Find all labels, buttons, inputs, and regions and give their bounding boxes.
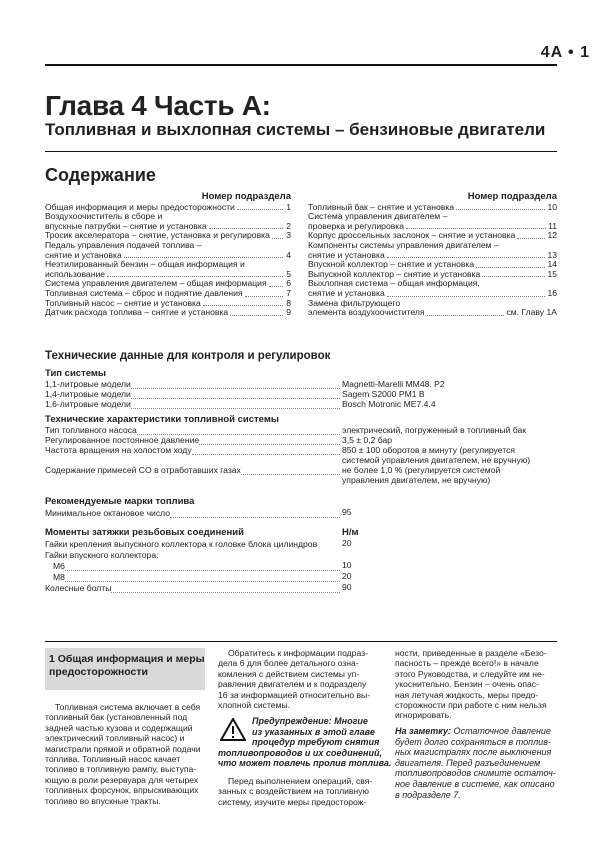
toc-right-header: Номер подраздела (467, 191, 557, 202)
toc-right-line: Выхлопная система – общая информация, (308, 278, 480, 289)
toc-left-line: Воздухоочиститель в сборе и (45, 211, 163, 222)
torque-row (45, 571, 557, 582)
col3-line: укоснительно. Бензин – очень опас- (395, 679, 539, 690)
torque-row (45, 560, 557, 571)
page-number: 4A • 1 (540, 44, 590, 61)
toc-right-leader (476, 266, 545, 268)
fuel-spec-row (45, 425, 557, 435)
top-rule (45, 64, 557, 66)
system-type-row (45, 399, 557, 409)
toc-left-leader (237, 208, 283, 210)
toc-left-leader (269, 285, 283, 287)
warning-line: процедур требуют снятия (252, 737, 380, 748)
toc-left-number: 9 (286, 307, 291, 318)
note-line: будет долго сохраняться в топлив- (395, 736, 551, 747)
col1-line: ющую в роли резервуара для четырех (45, 774, 199, 785)
toc-right-title: проверка и регулировка (308, 220, 405, 231)
fuel-spec-row-label: Тип топливного насоса (45, 425, 137, 435)
toc-right-row (308, 308, 557, 318)
system-type-row-value: Sagem S2000 PM1 B (342, 389, 425, 399)
fuel-spec-row-value: 850 ± 100 оборотов в минуту (регулируется (342, 445, 516, 455)
col3-line: пасность – прежде всего!» в начале (395, 658, 539, 669)
toc-left-title: снятие и установка (45, 249, 122, 260)
torque-heading-row (45, 528, 557, 538)
fuel-spec-row-label: Регулированное постоянное давление (45, 435, 200, 445)
toc-right-title: Топливный бак – снятие и установка (308, 201, 455, 212)
toc-left-number: 8 (286, 297, 291, 308)
fuel-spec-row-label: Содержание примесей CO в отработавших газах (45, 465, 241, 475)
toc-left-number: 6 (286, 278, 291, 289)
system-type-row-value: Bosch Motronic ME7.4.4 (342, 399, 436, 409)
fuel-spec-row-value: электрический, погруженный в топливный бак (342, 425, 527, 435)
toc-right-line: Система управления двигателем – (308, 211, 448, 222)
col1-line: Топливная система включает в себя (55, 702, 201, 712)
note-line (395, 726, 557, 737)
system-type-row-leader (131, 408, 340, 409)
toc-right-leader (517, 237, 545, 239)
toc-left-number: 1 (286, 201, 291, 212)
toc-left-number: 7 (286, 287, 291, 298)
toc-left-title: Общая информация и меры предосторожности (45, 201, 235, 212)
torque-label: М6 (53, 561, 65, 571)
col1-line: топливных форсунок, впрыскивающих (45, 785, 199, 796)
warning-line: Предупреждение: Многие (252, 716, 368, 726)
fuel-spec-row-value: системой управления двигателем, не вручную) (342, 455, 531, 465)
toc-left-line: Неэтилированный бензин – общая информация и (45, 259, 245, 270)
toc-right-number: 15 (547, 268, 557, 279)
fuel-specs-heading: Технические характеристики топливной системы (45, 414, 279, 425)
col3-line: сторожности при работе с ним нельзя (395, 700, 547, 711)
toc-right-leader (456, 208, 545, 210)
section1-col2-top (218, 648, 384, 710)
col2-bottom-line: систему, изучите меры предосторож- (218, 796, 367, 807)
fuel-spec-row-value: 3,5 ± 0,2 бар (342, 435, 393, 445)
toc-left-leader (203, 304, 283, 306)
toc-right-title: снятие и установка (308, 287, 385, 298)
warning-line: топливопроводов и их соединений, (218, 747, 382, 758)
system-type-row-label: 1,4-литровые модели (45, 389, 131, 399)
toc-left-number: 4 (286, 249, 291, 260)
note-line: ное давление в системе, как описано (395, 778, 555, 789)
col1-line: топливо в топливную рампу, выступа- (45, 764, 197, 775)
torque-row (45, 549, 557, 560)
torque-value: 10 (342, 560, 352, 570)
toc-right-number: 13 (547, 249, 557, 260)
toc-right-number: 16 (547, 287, 557, 298)
torque-leader (111, 592, 340, 593)
toc-left-title: Топливная система – сброс и поднятие давления (45, 287, 243, 298)
col2-line: равления двигателем и к подразделу (218, 679, 367, 690)
col3-line: этого Руководства, и следуйте им не- (395, 668, 545, 679)
col2-bottom-line: занных с воздействием на топливную (218, 786, 369, 797)
section-rule (45, 641, 557, 642)
note-line: ных магистралях после выключения (395, 747, 552, 758)
octane-row (45, 507, 557, 518)
toc-right-leader (387, 295, 546, 297)
col2-bottom-line: Перед выполнением операций, свя- (228, 776, 373, 786)
fuel-spec-row (45, 445, 557, 455)
fuel-spec-row (45, 435, 557, 445)
toc-right-number: см. Главу 1А (506, 307, 557, 318)
octane-label: Минимальное октановое число (45, 508, 171, 518)
toc-right-leader (482, 275, 545, 277)
warning-line: из указанных в этой главе (252, 726, 375, 737)
system-type-row-label: 1,6-литровые модели (45, 399, 131, 409)
toc-right-leader (387, 256, 546, 258)
fuel-spec-row-value: управления двигателем, не вручную) (342, 475, 491, 485)
toc-right-line: Замена фильтрующего (308, 297, 401, 308)
fuel-spec-row (45, 465, 557, 475)
fuel-spec-row-value: не более 1,0 % (регулируется системой (342, 465, 501, 475)
toc-left-number: 3 (286, 230, 291, 241)
torque-row (45, 538, 557, 549)
box-title-line: предосторожности (49, 666, 148, 678)
col2-line: 16 за информацией относительно вы- (218, 689, 371, 700)
toc-left (45, 192, 291, 318)
col1-line: топлива. Топливный насос качает (45, 754, 181, 765)
fuel-spec-row (45, 475, 557, 485)
col2-line: комления с действием системы уп- (218, 668, 360, 679)
system-type-row-label: 1,1-литровые модели (45, 379, 131, 389)
col3-line: игнорировать. (395, 710, 452, 721)
note-label: На заметку: (395, 726, 451, 736)
toc-right-title: снятие и установка (308, 249, 385, 260)
note-text: Остаточное давление (453, 726, 551, 736)
col2-line: хлопной системы. (218, 700, 291, 711)
toc-left-leader (209, 227, 283, 229)
toc-left-header: Номер подраздела (201, 191, 291, 202)
toc-left-title: Тросик акселератора – снятие, установка и регулировка (45, 230, 270, 241)
contents-heading: Содержание (45, 165, 156, 185)
toc-left-number: 5 (286, 268, 291, 279)
toc-right-number: 14 (547, 259, 557, 270)
section1-col2-bottom (218, 776, 384, 807)
col1-line: задней частью кузова и содержащий (45, 722, 193, 733)
toc-left-title: использование (45, 268, 106, 279)
toc-right-number: 11 (548, 220, 557, 231)
col3-line: ная летучая жидкость, меры предо- (395, 689, 539, 700)
box-title-line: 1 Общая информация и меры (49, 653, 205, 665)
col1-line: электрический топливный насос) и (45, 733, 185, 744)
torque-row (45, 582, 557, 593)
toc-right (308, 192, 557, 318)
warning-line: что может повлечь пролив топлива. (218, 758, 392, 769)
section1-title (49, 653, 205, 679)
toc-left-row (45, 308, 291, 318)
system-type-row (45, 379, 557, 389)
torque-value: 20 (342, 571, 352, 581)
col1-line: топливный бак (установленный под (45, 712, 188, 723)
system-type-row (45, 389, 557, 399)
tech-heading: Технические данные для контроля и регулировок (45, 350, 331, 362)
torque-label: Гайки крепления выпускного коллектора к головке блока цилиндров (45, 539, 318, 549)
note-block (395, 726, 557, 800)
toc-left-line: Педаль управления подачей топлива – (45, 239, 202, 250)
section1-col3-top (395, 648, 557, 721)
toc-left-leader (124, 256, 283, 258)
torque-label: М8 (53, 572, 65, 582)
torque-label: Колесные болты (45, 583, 112, 593)
octane-value: 95 (342, 507, 352, 517)
fuel-grades-heading: Рекомендуемые марки топлива (45, 496, 195, 507)
toc-right-number: 10 (547, 201, 557, 212)
torque-unit: Н/м (342, 527, 359, 538)
toc-left-title: Топливный насос – снятие и установка (45, 297, 201, 308)
toc-right-title: Впускной коллектор – снятие и установка (308, 259, 475, 270)
specs (45, 369, 557, 593)
col1-line: магистрали прямой и обратной подачи (45, 743, 201, 754)
col1-line: топливо во впускные тракты. (45, 795, 161, 806)
toc-right-leader (406, 227, 546, 229)
toc-left-leader (245, 295, 283, 297)
note-line: топливопроводов снимите остаточ- (395, 768, 556, 779)
system-type-heading: Тип системы (45, 368, 107, 379)
toc-left-title: Система управления двигателем – общая информация (45, 278, 267, 289)
section1-col1 (45, 702, 205, 806)
toc-right-line: Компоненты системы управления двигателем – (308, 239, 499, 250)
torque-label: Гайки впускного коллектора: (45, 550, 159, 560)
torque-value: 90 (342, 582, 352, 592)
warning-icon (220, 718, 246, 741)
warning-block (218, 716, 392, 769)
torque-value: 20 (342, 538, 352, 548)
section1-title-box (45, 648, 205, 690)
col2-line: Обратитесь к информации подраз- (228, 648, 368, 658)
col3-line: ности, приведенные в разделе «Безо- (395, 648, 547, 658)
note-line: двигателя. Перед разъединением (395, 757, 541, 768)
fuel-spec-row-label: Частота вращения на холостом ходу (45, 445, 192, 455)
chapter-subtitle: Топливная и выхлопная системы – бензиновые двигатели (45, 120, 546, 139)
title-rule (45, 151, 557, 152)
note-line: в подразделе 7. (395, 789, 461, 800)
toc-left-leader (230, 314, 283, 316)
system-type-row-value: Magnetti-Marelli MM48. P2 (342, 379, 445, 389)
toc-left-number: 2 (286, 220, 291, 231)
toc-left-title: Датчик расхода топлива – снятие и установка (45, 307, 229, 318)
toc-right-number: 12 (547, 230, 557, 241)
chapter-title: Глава 4 Часть А: (45, 90, 271, 121)
fuel-spec-row (45, 455, 557, 465)
toc-left-title: впускные патрубки – снятие и установка (45, 220, 207, 231)
toc-right-title: Выпускной коллектор – снятие и установка (308, 268, 481, 279)
toc-right-title: Корпус дроссельных заслонок – снятие и установка (308, 230, 516, 241)
toc-right-leader (427, 314, 505, 316)
col2-line: дела 6 для более детального озна- (218, 658, 359, 669)
toc-left-leader (272, 237, 283, 239)
toc-left-leader (107, 275, 283, 277)
torque-heading: Моменты затяжки резьбовых соединений (45, 527, 244, 538)
toc-right-title: элемента воздухоочистителя (308, 307, 425, 318)
